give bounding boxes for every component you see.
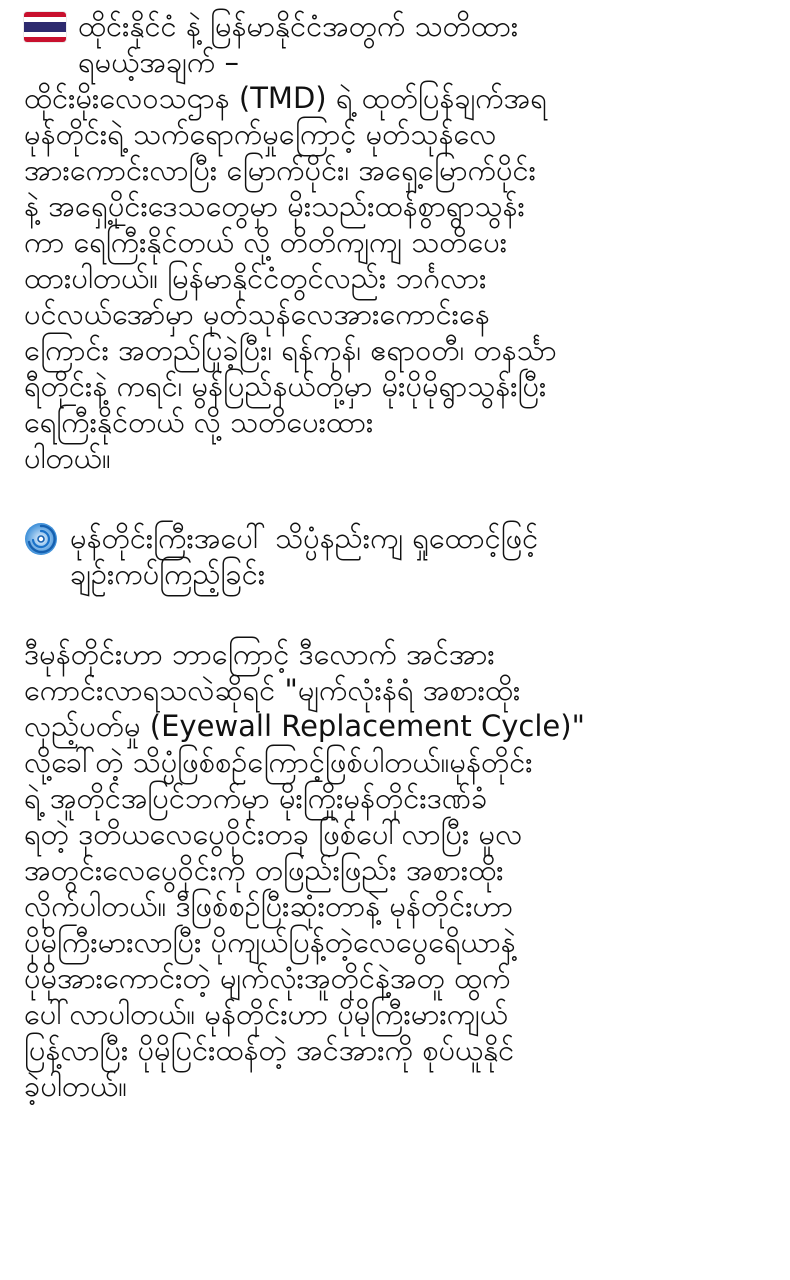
section2-title: မုန်တိုင်းကြီးအပေါ် သိပ္ပံနည်းကျ ရှုထောင့်ဖြင့် ချဉ်းကပ်ကြည့်ခြင်း	[70, 521, 539, 591]
spacer	[24, 592, 772, 636]
section1-body: ထိုင်းမိုးလေဝသဌာန (TMD) ရဲ့ ထုတ်ပြန်ချက်အရ မုန်တိုင်းရဲ့ သက်ရောက်မှုကြောင့် မုတ်သုန်လေ အားကောင်းလာပြီး မြောက်ပိုင်း၊ အရှေ့မြောက်ပိုင်း နဲ့ အရှေ့ပိုင်းဒေသတွေမှာ မိုးသည်းထန်စွာရွာသွန်း ကာ ရေကြီးနိုင်တယ် လို့ တိတိကျကျ သတိပေး ထားပါတယ်။ မြန်မာနိုင်ငံတွင်လည်း ဘင်္ဂလား ပင်လယ်အော်မှာ မုတ်သုန်လေအားကောင်းနေ ကြောင်း အတည်ပြုခဲ့ပြီး၊ ရန်ကုန်၊ ဧရာဝတီ၊ တနင်္သာ ရီတိုင်းနဲ့ ကရင်၊ မွန်ပြည်နယ်တို့မှာ မိုးပိုမိုရွာသွန်းပြီး ရေကြီးနိုင်တယ် လို့ သတိပေးထား ပါတယ်။	[24, 81, 557, 475]
section-thailand-myanmar-heading	[24, 8, 772, 80]
section-scientific-heading	[24, 520, 772, 592]
spacer	[24, 476, 772, 520]
section1-title: ထိုင်းနိုင်ငံ နဲ့ မြန်မာနိုင်ငံအတွက် သတိထား ရမယ့်အချက် –	[78, 9, 519, 79]
thailand-flag-icon	[24, 12, 66, 42]
cyclone-icon	[24, 522, 58, 556]
section2-body: ဒီမုန်တိုင်းဟာ ဘာကြောင့် ဒီလောက် အင်အား ကောင်းလာရသလဲဆိုရင် "မျက်လုံးနံရံ အစားထိုး လှည့်ပတ်မှု (Eyewall Replacement Cycle)" လို့ခေါ်တဲ့ သိပ္ပံဖြစ်စဉ်ကြောင့်ဖြစ်ပါတယ်။မုန်တိုင်း ရဲ့ အူတိုင်အပြင်ဘက်မှာ မိုးကြိုးမုန်တိုင်းဒဏ်ခံ ရတဲ့ ဒုတိယလေပွေဝိုင်းတခု ဖြစ်ပေါ်လာပြီး မူလ အတွင်းလေပွေဝိုင်းကို တဖြည်းဖြည်း အစားထိုး လိုက်ပါတယ်။ ဒီဖြစ်စဉ်ပြီးဆုံးတာနဲ့ မုန်တိုင်းဟာ ပိုမိုကြီးမားလာပြီး ပိုကျယ်ပြန့်တဲ့လေပွေရေိယာနဲ့ ပိုမိုအားကောင်းတဲ့ မျက်လုံးအူတိုင်နဲ့အတူ ထွက် ပေါ်လာပါတယ်။ မုန်တိုင်းဟာ ပိုမိုကြီးမားကျယ် ပြန့်လာပြီး ပိုမိုပြင်းထန်တဲ့ အင်အားကို စုပ်ယူနိုင် ခဲ့ပါတယ်။	[24, 637, 585, 1103]
post-content	[24, 8, 772, 1104]
